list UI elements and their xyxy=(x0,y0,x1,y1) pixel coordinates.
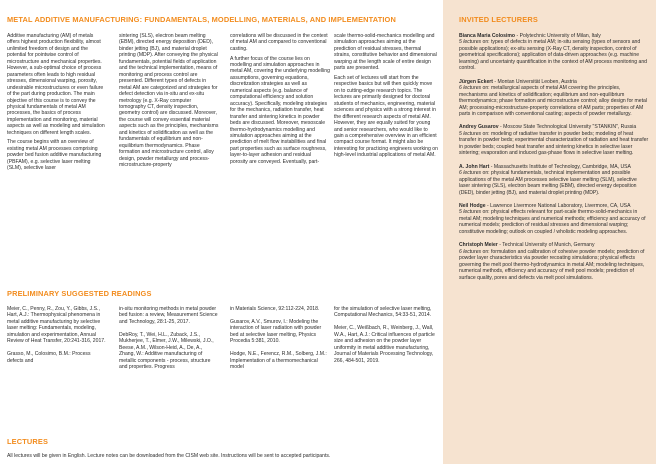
lecturer-entry xyxy=(459,164,649,196)
readings-column-1 xyxy=(7,306,107,371)
lecturer-name: A. John Hart xyxy=(459,163,490,170)
intro-column-4 xyxy=(334,33,438,162)
reading-entry: Hodge, N.E., Ferencz, R.M., Solberg, J.M.: Implementation of a thermomechanical model xyxy=(230,351,327,371)
intro-paragraph: The course begins with an overview of existing metal AM processes comprising powder bed fusion additive manufacturing (PBFAM), e.g. selective laser melting (SLM), selective laser xyxy=(7,139,102,172)
main-title: METAL ADDITIVE MANUFACTURING: FUNDAMENTALS, MODELLING, MATERIALS, AND IMPLEMENTATION xyxy=(7,15,396,24)
lecturer-name: Christoph Meier xyxy=(459,242,498,249)
readings-column-3 xyxy=(230,306,330,377)
intro-paragraph: scale thermo-solid-mechanics modelling and simulation approaches aiming at the prediction of residual stresses, thermal strains, constitutive behavior and dimensional warping at the length scale of entire design parts are presented. xyxy=(334,33,437,72)
lecture-count: 6 lectures xyxy=(459,85,482,92)
intro-column-1 xyxy=(7,33,107,175)
reading-entry: Grasso, M., Colosimo, B.M.: Process defects and xyxy=(7,351,91,364)
lecture-count: 5 lectures xyxy=(459,209,482,216)
reading-entry: in Materials Science, 92:112-224, 2018. xyxy=(230,306,320,312)
lecturer-entry xyxy=(459,33,649,72)
lecture-count: 6 lectures xyxy=(459,248,482,255)
lecturer-affiliation: - Montan Universität Leoben, Austria xyxy=(492,78,577,85)
lecturer-name: Bianca Maria Colosimo xyxy=(459,33,516,39)
intro-paragraph: correlations will be discussed in the context of metal AM and compared to conventional casting. xyxy=(230,33,328,52)
lecturer-entry xyxy=(459,124,649,156)
lecturer-affiliation: - Technical University of Munich, Germany xyxy=(497,242,595,249)
lecturer-name: Andrey Gusarov xyxy=(459,124,499,131)
lecture-topics: on: types of defects in metal AM; in-situ sensing (types of sensors and possible applications); ex-situ sensing (X-Ray CT, density inspection, control of geometrical specifications); application of data-driven approaches (e.g. machine learning) and uncertainty quantification in the context of AM process monitoring and control. xyxy=(459,39,648,72)
lecturers-list xyxy=(459,33,649,288)
reading-entry: in-situ monitoring methods in metal powder bed fusion: a review, Measurement Science and Technology, 28:1-25, 2017. xyxy=(119,306,218,325)
lecturer-name: Neil Hodge xyxy=(459,202,486,209)
intro-column-3 xyxy=(230,33,330,168)
lecture-topics: on: physical effects relevant for part-scale thermo-solid-mechanics in metal AM; modeling techniques and numerical methods; efficiency and accuracy of numerical models; prediction of residual stresses and dimensional warping; constitutive modeling; outlook on coupled / wholistic modeling approaches. xyxy=(459,209,646,235)
lecture-topics: on: metallurgical aspects of metal AM covering the principles, mechanisms and kinetics of solidification; equilibrium and non-equilibrium thermodynamics; phase formation and microstructure control; alloy design for metal AM; processing-microstructure-property correlations of AM parts; properties of AM parts in comparison with conventional casting; aspects of powder metallurgy. xyxy=(459,85,647,117)
lectures-title: LECTURES xyxy=(7,437,49,446)
reading-entry: Meier, C., Penny, R., Zou, Y., Gibbs, J.S., Hart, A.J.: Thermophysical phenomena in metal additive manufacturing by selective laser melting: Fundamentals, modeling, simulation and experimentation, Annual Review of Heat Transfer, 20:241-316, 2017. xyxy=(7,306,106,345)
lectures-note: All lectures will be given in English. Lecture notes can be downloaded from the CISM web site. Instructions will be sent to accepted participants. xyxy=(7,453,331,459)
readings-column-2 xyxy=(119,306,219,377)
readings-title: PRELIMINARY SUGGESTED READINGS xyxy=(7,289,152,298)
lecture-count: 5 lectures xyxy=(459,39,482,46)
readings-column-4 xyxy=(334,306,438,371)
intro-paragraph: sintering (SLS), electron beam melting (EBM), directed energy deposition (DED), binder jetting (BJ), and material droplet printing (MDP). After conveying the physical fundamentals, potential fields of application and the technical implementation, means of monitoring and process control are presented. Different types of defects in metal AM are categorized and strategies for defect detection via in-situ and ex-situ metrology (e.g. X-Ray computer tomography CT, density inspection, geometry control) are discussed. Moreover, the course will convey essential material aspects such as the principles, mechanisms and kinetics of solidification as well as the fundamentals of equilibrium and non-equilibrium thermodynamics. Phase formation and microstructure control, alloy design, powder metallurgy and process-microstructure-property xyxy=(119,33,219,169)
reading-entry: Gusarov, A.V., Smurov, I.: Modeling the interaction of laser radiation with powder bed at selective laser melting, Physics Procedia 5:381, 2010. xyxy=(230,318,322,345)
reading-entry: DebRoy, T., Wei, H.L., Zuback, J.S., Mukherjee, T., Elmer, J.W., Milewski, J.O., Beese, A.M., Wilson-Heid, A., De, A., Zhang, W.: Additive manufacturing of metallic components - process, structure and properties. Progress xyxy=(119,331,214,371)
lecturer-entry xyxy=(459,79,649,118)
lecturer-affiliation: - Polytechnic University of Milan, Italy xyxy=(515,33,601,39)
intro-paragraph: Additive manufacturing (AM) of metals offers highest production flexibility, almost unlimited freedom of design and the potential for pointwise control of microstructure and mechanical properties. However, a sub-optimal choice of process parameters often leads to high residual stresses, dimensional warping, porosity, undesirable microstructures or even failure of the part during production. The main objective of this course is to convey the physical fundamentals of metal AM processes, the basics of process implementation and monitoring, material aspects as well as modeling and simulation techniques on different length scales. xyxy=(7,33,105,136)
reading-entry: Meier, C., Weißbach, R., Weinberg, J., Wall, W.A., Hart, A.J.: Critical influences of particle size and adhesion on the powder layer uniformity in metal additive manufacturing, Journal of Materials Processing Technology, 266, 484-501, 2019. xyxy=(334,325,435,364)
lecture-topics: on: physical fundamentals, technical implementation and possible applications of the metal AM processes selective laser melting (SLM), selective laser sintering (SLS), electron beam melting (EBM), directed energy deposition (DED), binder jetting (BJ), and material droplet printing (MDP). xyxy=(459,170,637,196)
lecturer-affiliation: - Lawrence Livermore National Laboratory, Livermore, CA, USA xyxy=(485,202,631,209)
lecturer-entry xyxy=(459,203,649,235)
lecture-count: 5 lectures xyxy=(459,130,482,137)
lecture-topics: on: modeling of radiative transfer in powder beds; modeling of heat transfer in powder beds; experimental characterization of radiation and heat transfer in powder beds; coupled heat transfer and sintering kinetics in selective laser sintering; evaporation and induced gas-phase flows in selective laser melting. xyxy=(459,130,649,157)
lecturer-name: Jürgen Eckert xyxy=(459,78,493,85)
lecture-topics: on: formulation and calibration of cohesive powder models; prediction of powder layer characteristics via powder recoating simulations; physical effects governing the melt pool thermo-hydrodynamics in metal AM; modeling techniques, numerical methods, efficiency and accuracy of melt pool models; prediction of surface quality, pores and defects via melt pool simulations. xyxy=(459,248,645,281)
intro-paragraph: A further focus of the course lies on modelling and simulation approaches in metal AM, covering the underlying modelling assumptions, governing equations, discretization strategies as well as numerical aspects (e.g. balance of computational efficiency and solution accuracy). Specifically, modeling strategies for the mechanics, radiation transfer, heat transfer and sintering kinetics in powder beds are discussed. Moreover, mesoscale thermo-hydrodynamics modelling and simulation approaches aiming at the prediction of melt flow instabilities and final part properties such as surface roughness, layer-to-layer adhesion and residual porosity are conveyed. Eventually, part- xyxy=(230,55,330,165)
lecturer-entry xyxy=(459,242,649,281)
lecturer-affiliation: - Moscow State Technological University "STANKIN", Russia xyxy=(498,124,637,131)
reading-entry: for the simulation of selective laser melting, Computational Mechanics, 54:33-51, 2014. xyxy=(334,306,432,319)
intro-column-2 xyxy=(119,33,219,172)
lecturer-affiliation: - Massachusetts Institute of Technology, Cambridge, MA, USA xyxy=(489,163,631,170)
lecture-count: 6 lectures xyxy=(459,170,482,177)
invited-lecturers-title: INVITED LECTURERS xyxy=(459,15,538,24)
intro-paragraph: Each set of lectures will start from the respective basics but will then quickly move on to cutting-edge research topics. The lectures are primarily designed for doctoral students of mechanics, engineering, material sciences and physics with a strong interest in the different research aspects of metal AM. However, they are equally suited for young and senior researchers, who would like to gain a comprehensive overview in an efficient compact course format. It might also be interesting for practicing engineers working on high-level industrial applications of metal AM. xyxy=(334,74,438,159)
